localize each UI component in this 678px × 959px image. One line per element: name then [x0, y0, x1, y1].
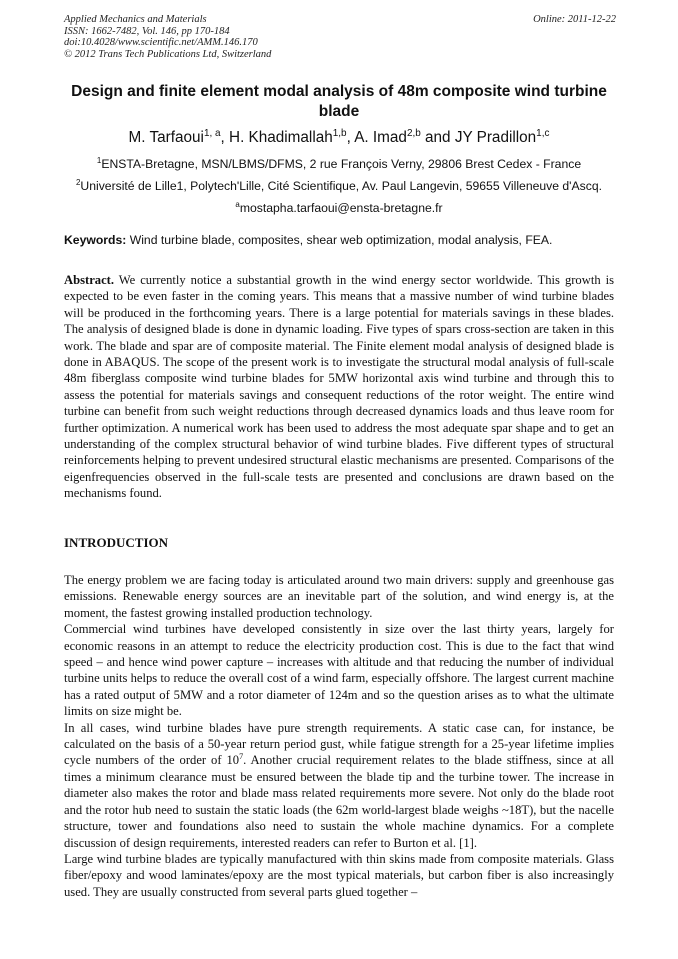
abstract-text: We currently notice a substantial growth in the wind energy sector worldwide. This growth is expected to be even faster in the coming years. This means that a massive number of wind turbine blades will be produced in the forthcoming years. There is a large potential for materials savings in these blades. The analysis of designed blade is done in dynamic loading. Five types of spars cross-section are taken in this work. The blade and spar are of composite material. The Finite element modal analysis of designed blade is done in ABAQUS. The scope of the present work is to investigate the structural modal analysis of full-scale 48m fiberglass composite wind turbine blades for 5MW horizontal axis wind turbine and through this to assess the potential for materials savings and consequent reductions of the rotor weight. The entire wind turbine can benefit from such weight reductions through decreased dynamics loads and thus leave room for further optimization. A numerical work has been used to address the most adequate spar shape and to get an understanding of the complex structural behavior of wind turbine blades. Five different types of structural reinforcements helping to prevent undesired structural elastic mechanisms are presented. Comparisons of the eigenfrequencies observed in the full-scale tests are presented and conclusions are drawn based on the mechanisms found.: [64, 273, 614, 501]
author-affiliation-mark: 1,c: [536, 127, 550, 139]
exponent: 7: [239, 752, 244, 762]
keywords-label: Keywords:: [64, 233, 127, 247]
copyright-line: © 2012 Trans Tech Publications Ltd, Switzerland: [64, 48, 272, 60]
abstract: [64, 272, 614, 502]
affiliation-mark: a: [235, 199, 240, 209]
section-heading: INTRODUCTION: [64, 535, 169, 550]
intro-paragraph-3-part-b: . Another crucial requirement relates to the blade stiffness, since at all times a minimum clearance must be ensured between the blade tip and the turbine tower. The increase in diameter also makes the rotor and blade mass related requirements more severe. Not only do the blade root and the rotor hub need to sustain the static loads (the 62m world-largest blade weighs ~18T), but the nacelle structure, tower and foundations also need to sustain the whole machine dynamics. For a complete discussion of design requirements, interested readers can refer to Burton et al. [1].: [64, 753, 614, 850]
abstract-label: Abstract.: [64, 273, 115, 287]
author-name: JY Pradillon: [454, 129, 537, 146]
paper-title: Design and finite element modal analysis of 48m composite wind turbine blade: [71, 83, 607, 120]
author-separator: ,: [220, 129, 230, 146]
intro-paragraph-2: Commercial wind turbines have developed consistently in size over the last thirty years, largely for economic reasons in an attempt to reduce the electricity production cost. This is due to the fact that wind speed – and hence wind power capture – increases with altitude and that reducing the number of individual turbine units helps to reduce the overall cost of a wind farm, especially offshore. The largest current machine has a rated output of 5MW and a rotor diameter of 124m and so the question arises as to what the ultimate limits on size might be.: [64, 622, 614, 719]
author-affiliation-mark: 1, a: [203, 127, 221, 139]
author-affiliation-mark: 1,b: [332, 127, 347, 139]
author-name: H. Khadimallah: [229, 129, 333, 146]
keywords-text: Wind turbine blade, composites, shear web optimization, modal analysis, FEA.: [129, 233, 553, 247]
online-date: Online: 2011-12-22: [533, 14, 616, 25]
affiliation-text: Université de Lille1, Polytech'Lille, Cité Scientifique, Av. Paul Langevin, 59655 Villeneuve d'Ascq.: [80, 179, 602, 193]
intro-paragraph-3: [64, 720, 614, 851]
email-text[interactable]: mostapha.tarfaoui@ensta-bretagne.fr: [239, 201, 443, 215]
author-separator: and: [420, 129, 455, 146]
intro-paragraph-1: The energy problem we are facing today is articulated around two main drivers: supply and greenhouse gas emissions. Renewable energy sources are an inevitable part of the solution, and wind energy is, at the moment, the fastest growing installed production technology.: [64, 573, 614, 620]
affiliation-mark: 2: [76, 177, 81, 187]
journal-name: Applied Mechanics and Materials: [64, 14, 207, 25]
issn-line: ISSN: 1662-7482, Vol. 146, pp 170-184: [64, 25, 230, 37]
keywords-line: [64, 233, 624, 248]
author-affiliation-mark: 2,b: [406, 127, 421, 139]
affiliation-mark: 1: [96, 155, 102, 165]
doi-line: doi:10.4028/www.scientific.net/AMM.146.170: [64, 37, 258, 49]
intro-paragraph-3-part-a: In all cases, wind turbine blades have pure strength requirements. A static case can, for instance, be calculated on the basis of a 50-year return period gust, while fatigue strength for a 25-year lifetime implies cycle numbers of the order of 10: [64, 720, 614, 768]
affiliation-2: [10, 179, 668, 194]
author-list: [30, 129, 648, 147]
author-separator: ,: [346, 129, 355, 146]
introduction-body: [64, 572, 614, 900]
author-email: [10, 201, 668, 216]
affiliation-text: ENSTA-Bretagne, MSN/LBMS/DFMS, 2 rue François Verny, 29806 Brest Cedex - France: [101, 157, 582, 171]
author-name: M. Tarfaoui: [128, 129, 204, 146]
journal-header: [64, 14, 616, 60]
author-name: A. Imad: [354, 129, 407, 146]
affiliation-1: [10, 157, 668, 172]
intro-paragraph-4: Large wind turbine blades are typically manufactured with thin skins made from composite materials. Glass fiber/epoxy and wood laminates/epoxy are the most typical materials, but carbon fiber is also increasingly used. They are usually constructed from several parts glued together –: [64, 851, 614, 899]
